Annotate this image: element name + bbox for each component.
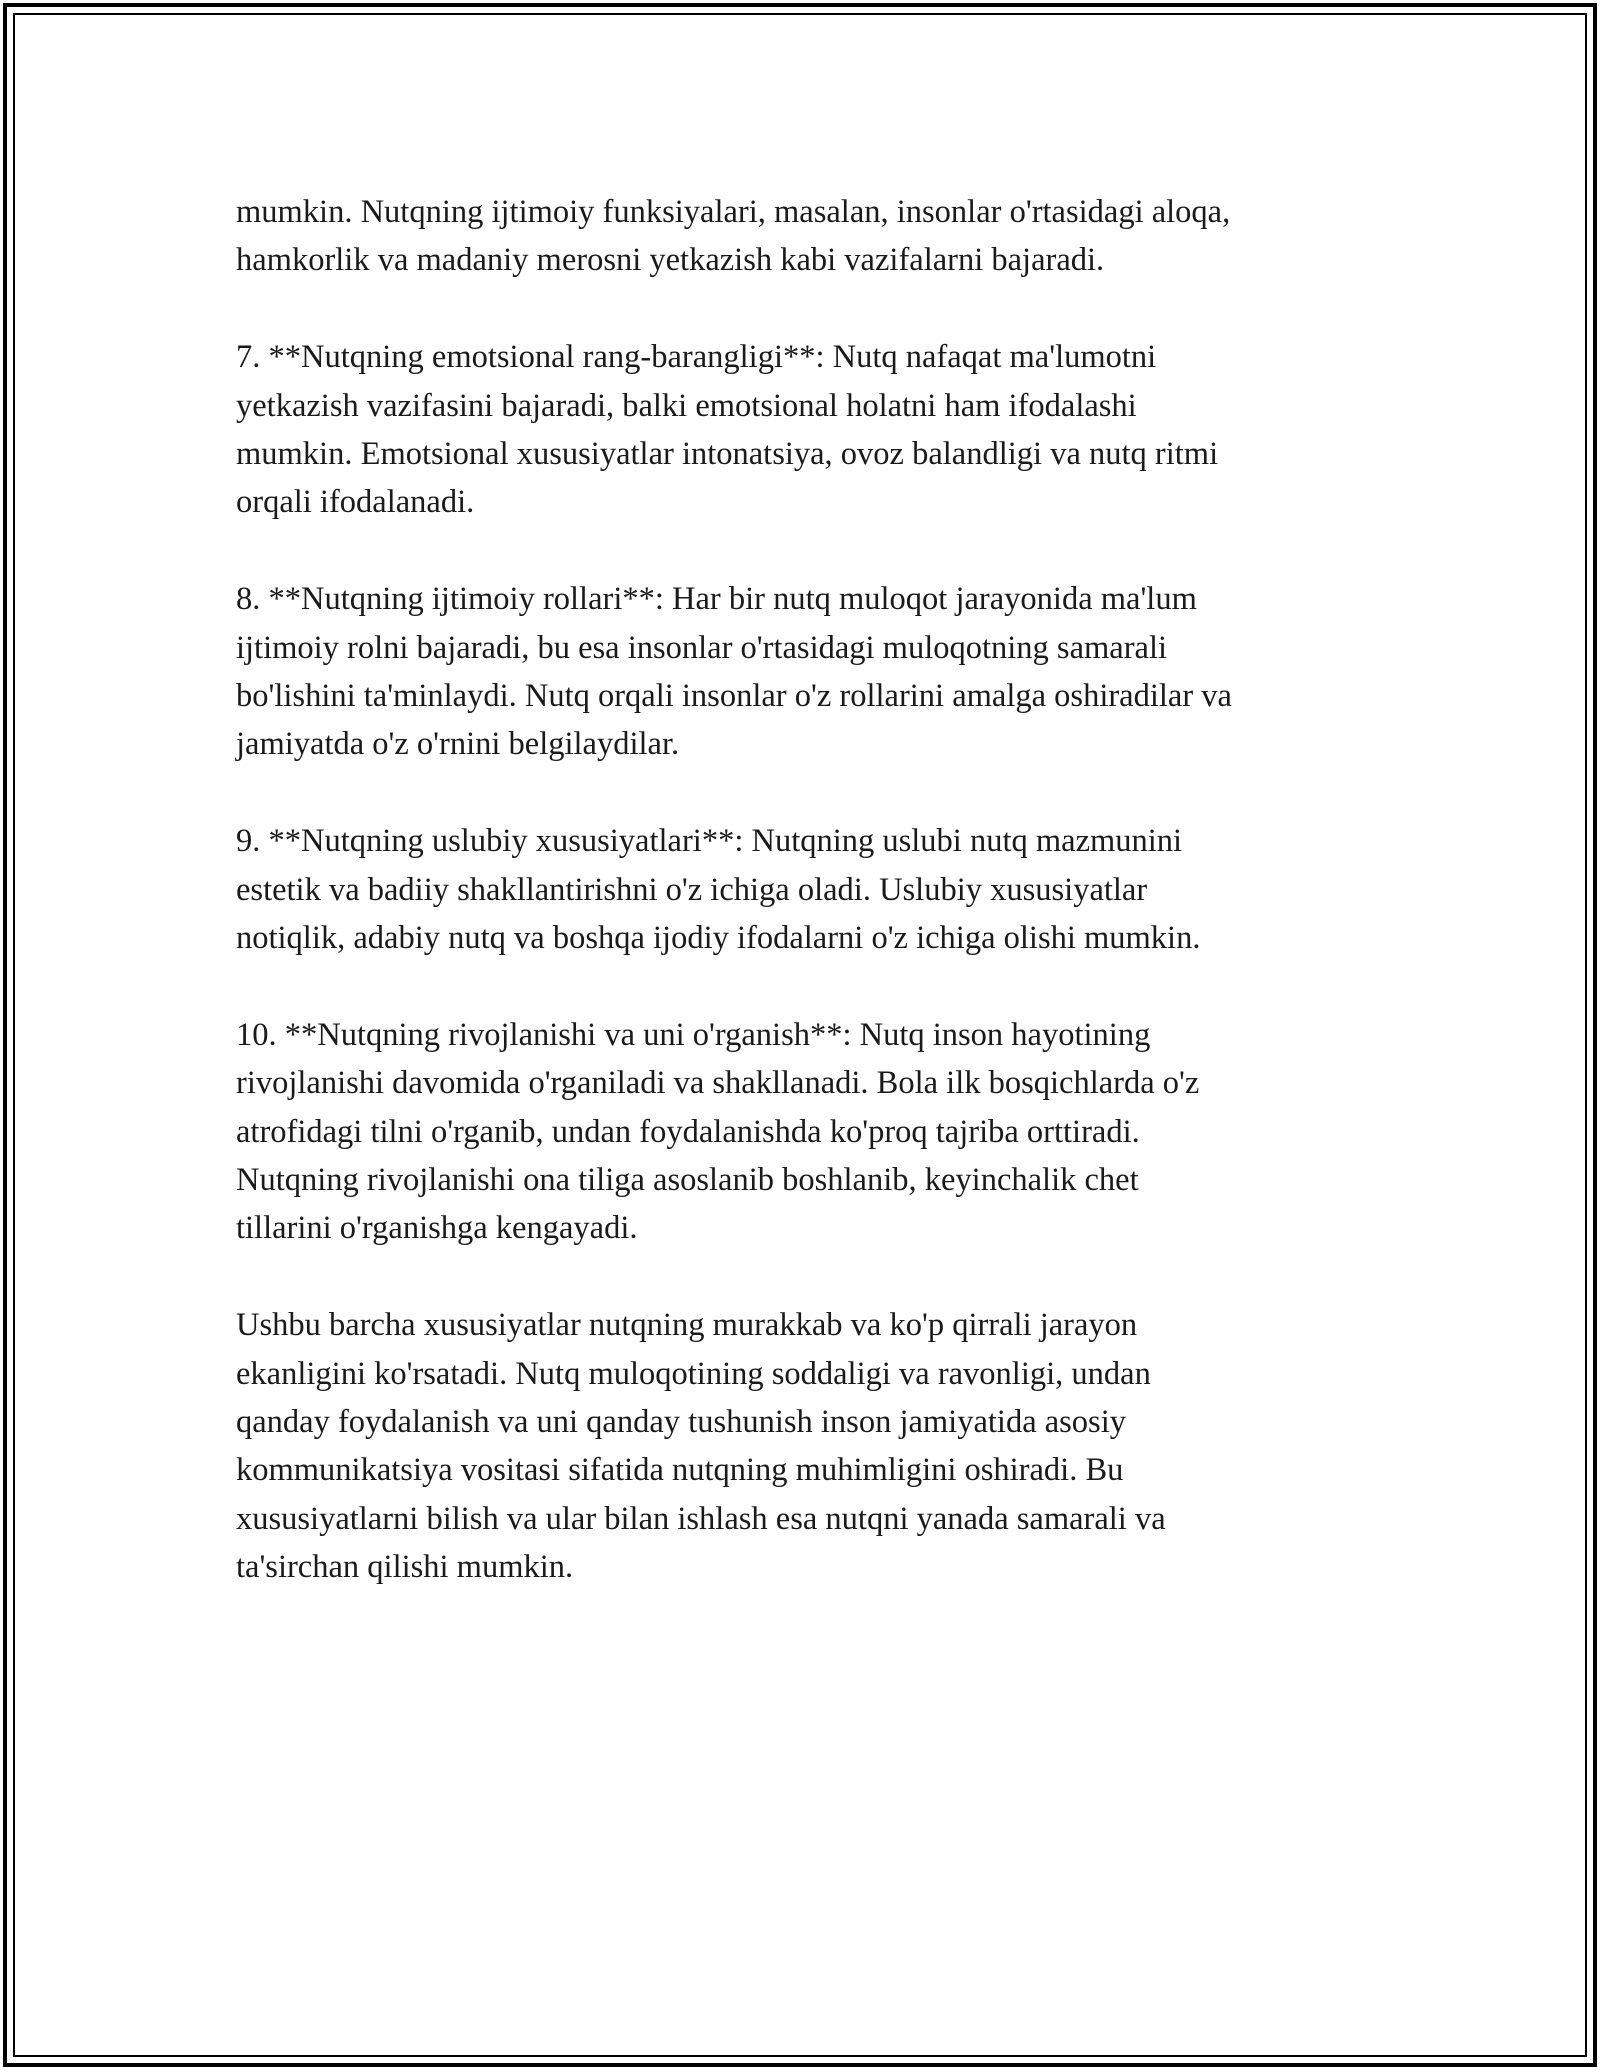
text-line: Ushbu barcha xususiyatlar nutqning murakkab va ko'p qirrali jarayon bbox=[236, 1307, 1138, 1344]
text-line: xususiyatlarni bilish va ular bilan ishlash esa nutqni yanada samarali va bbox=[236, 1500, 1166, 1537]
text-line: orqali ifodalanadi. bbox=[236, 484, 475, 521]
text-line: notiqlik, adabiy nutq va boshqa ijodiy ifodalarni o'z ichiga olishi mumkin. bbox=[236, 920, 1201, 957]
text-line: ta'sirchan qilishi mumkin. bbox=[236, 1549, 574, 1586]
paragraph-item-10 bbox=[236, 1011, 1416, 1253]
text-line: ekanligini ko'rsatadi. Nutq muloqotining soddaligi va ravonligi, undan bbox=[236, 1355, 1151, 1392]
text-line: atrofidagi tilni o'rganib, undan foydalanishda ko'proq tajriba orttiradi. bbox=[236, 1113, 1140, 1150]
text-line: jamiyatda o'z o'rnini belgilaydilar. bbox=[236, 726, 680, 763]
text-line: mumkin. Nutqning ijtimoiy funksiyalari, masalan, insonlar o'rtasidagi aloqa, bbox=[236, 194, 1231, 230]
text-line: mumkin. Emotsional xususiyatlar intonatsiya, ovoz balandligi va nutq ritmi bbox=[236, 436, 1219, 473]
paragraph-item-7 bbox=[236, 333, 1416, 527]
text-line: kommunikatsiya vositasi sifatida nutqning muhimligini oshiradi. Bu bbox=[236, 1452, 1124, 1489]
text-line: hamkorlik va madaniy merosni yetkazish kabi vazifalarni bajaradi. bbox=[236, 242, 1105, 279]
text-line: estetik va badiiy shakllantirishni o'z ichiga oladi. Uslubiy xususiyatlar bbox=[236, 871, 1148, 908]
text-line: qanday foydalanish va uni qanday tushunish inson jamiyatida asosiy bbox=[236, 1404, 1126, 1441]
text-line: ijtimoiy rolni bajaradi, bu esa insonlar o'rtasidagi muloqotning samarali bbox=[236, 629, 1168, 666]
text-line: yetkazish vazifasini bajaradi, balki emotsional holatni ham ifodalashi bbox=[236, 387, 1137, 424]
text-line: 10. **Nutqning rivojlanishi va uni o'rganish**: Nutq inson hayotining bbox=[236, 1016, 1151, 1053]
paragraph-conclusion bbox=[236, 1301, 1416, 1591]
text-line: 9. **Nutqning uslubiy xususiyatlari**: Nutqning uslubi nutq mazmunini bbox=[236, 823, 1183, 860]
text-line: 7. **Nutqning emotsional rang-barangligi**: Nutq nafaqat ma'lumotni bbox=[236, 339, 1157, 376]
text-line: bo'lishini ta'minlaydi. Nutq orqali insonlar o'z rollarini amalga oshiradilar va bbox=[236, 678, 1232, 715]
text-line: tillarini o'rganishga kengayadi. bbox=[236, 1210, 638, 1247]
text-line: rivojlanishi davomida o'rganiladi va shakllanadi. Bola ilk bosqichlarda o'z bbox=[236, 1065, 1200, 1102]
paragraph-item-8 bbox=[236, 575, 1416, 769]
paragraph-continuation bbox=[236, 188, 1416, 285]
text-line: 8. **Nutqning ijtimoiy rollari**: Har bir nutq muloqot jarayonida ma'lum bbox=[236, 581, 1197, 618]
document-body bbox=[236, 188, 1416, 1640]
text-line: Nutqning rivojlanishi ona tiliga asoslanib boshlanib, keyinchalik chet bbox=[236, 1162, 1139, 1199]
paragraph-item-9 bbox=[236, 817, 1416, 962]
